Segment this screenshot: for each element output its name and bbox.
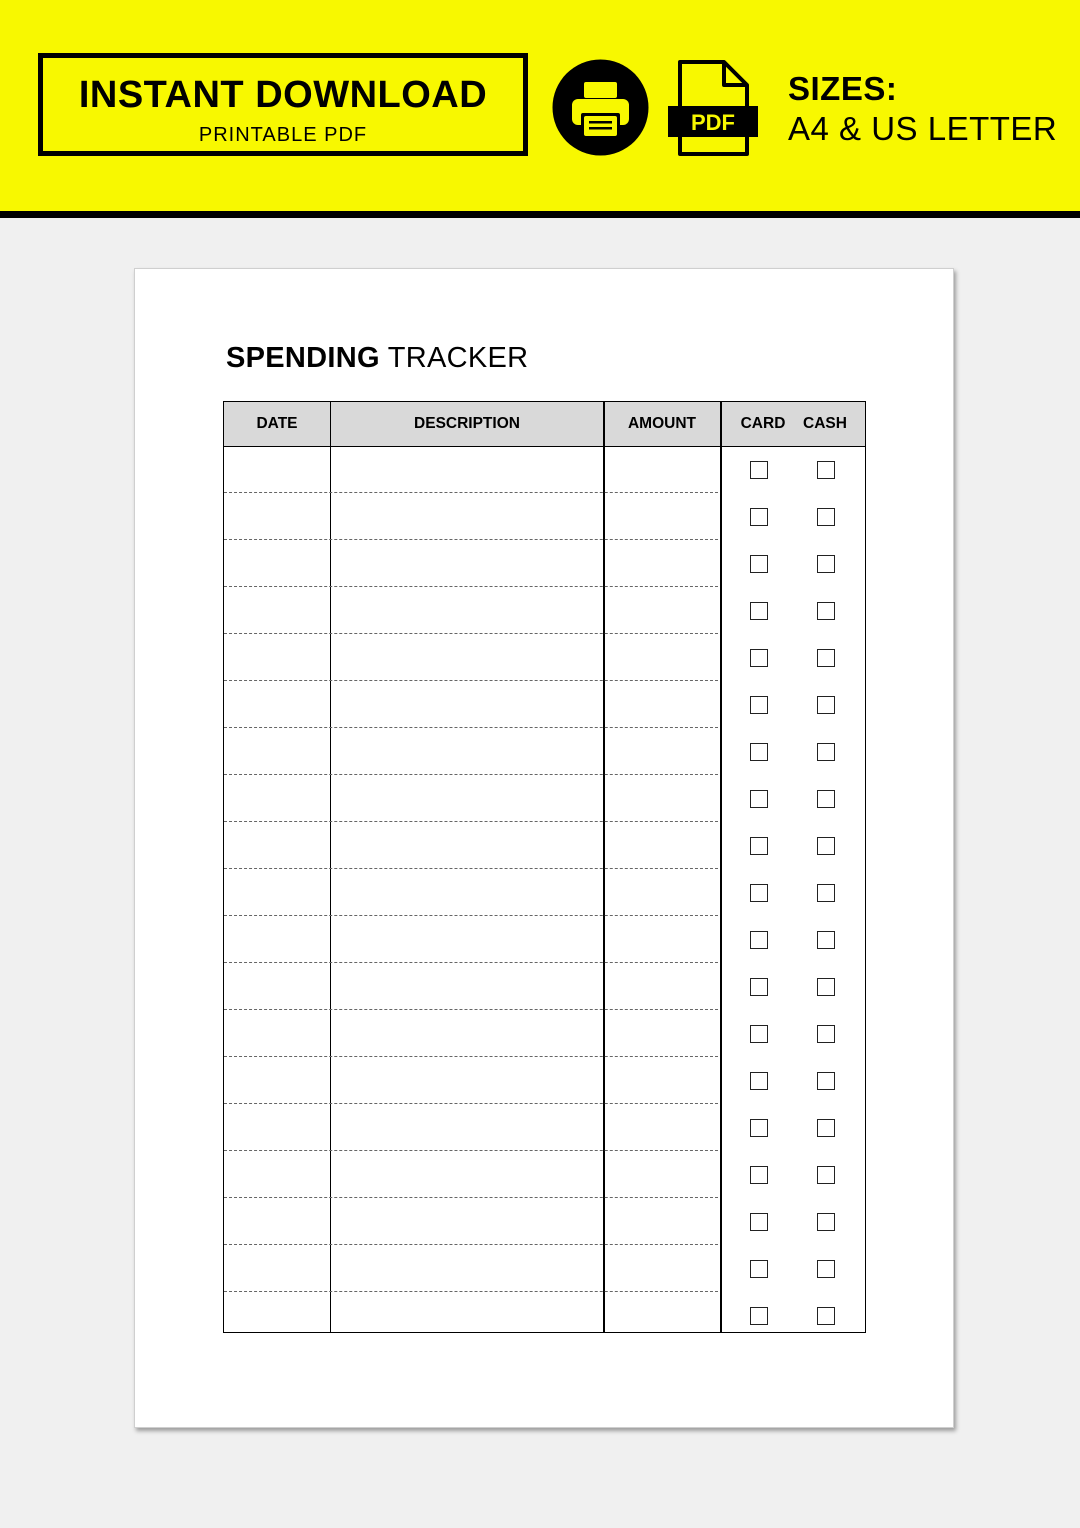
table-row bbox=[224, 1151, 865, 1198]
cash-checkbox[interactable] bbox=[817, 1072, 835, 1090]
top-banner bbox=[0, 0, 1080, 218]
card-checkbox[interactable] bbox=[750, 555, 768, 573]
table-row bbox=[224, 446, 865, 493]
card-checkbox[interactable] bbox=[750, 978, 768, 996]
column-header-card: CARD bbox=[740, 415, 786, 432]
instant-download-title: INSTANT DOWNLOAD bbox=[78, 74, 488, 116]
table-row bbox=[224, 963, 865, 1010]
cash-checkbox[interactable] bbox=[817, 649, 835, 667]
card-checkbox[interactable] bbox=[750, 1166, 768, 1184]
sheet-title bbox=[226, 342, 528, 375]
card-checkbox[interactable] bbox=[750, 649, 768, 667]
printer-icon bbox=[552, 59, 649, 156]
cash-checkbox[interactable] bbox=[817, 1025, 835, 1043]
card-checkbox[interactable] bbox=[750, 1119, 768, 1137]
card-checkbox[interactable] bbox=[750, 1072, 768, 1090]
column-header-cash: CASH bbox=[803, 415, 847, 432]
table-row bbox=[224, 493, 865, 540]
cash-checkbox[interactable] bbox=[817, 1119, 835, 1137]
table-row bbox=[224, 1104, 865, 1151]
table-row bbox=[224, 775, 865, 822]
cash-checkbox[interactable] bbox=[817, 837, 835, 855]
cash-checkbox[interactable] bbox=[817, 1213, 835, 1231]
column-header-description: DESCRIPTION bbox=[414, 415, 520, 432]
instant-download-box bbox=[38, 53, 528, 156]
card-checkbox[interactable] bbox=[750, 696, 768, 714]
table-row bbox=[224, 728, 865, 775]
cash-checkbox[interactable] bbox=[817, 790, 835, 808]
table-body bbox=[224, 446, 865, 1332]
cash-checkbox[interactable] bbox=[817, 508, 835, 526]
cash-checkbox[interactable] bbox=[817, 884, 835, 902]
table-row bbox=[224, 1245, 865, 1292]
cash-checkbox[interactable] bbox=[817, 978, 835, 996]
table-row bbox=[224, 1292, 865, 1339]
sheet-title-regular: TRACKER bbox=[379, 342, 529, 374]
table-row bbox=[224, 681, 865, 728]
cash-checkbox[interactable] bbox=[817, 931, 835, 949]
printable-pdf-subtitle: PRINTABLE PDF bbox=[198, 124, 368, 146]
table-row bbox=[224, 540, 865, 587]
table-row bbox=[224, 587, 865, 634]
table-row bbox=[224, 869, 865, 916]
cash-checkbox[interactable] bbox=[817, 555, 835, 573]
sizes-label: SIZES: bbox=[788, 70, 898, 107]
table-row bbox=[224, 822, 865, 869]
table-row bbox=[224, 916, 865, 963]
cash-checkbox[interactable] bbox=[817, 1260, 835, 1278]
column-header-amount: AMOUNT bbox=[627, 415, 697, 432]
cash-checkbox[interactable] bbox=[817, 1307, 835, 1325]
sizes-value: A4 & US LETTER bbox=[788, 110, 1058, 147]
cash-checkbox[interactable] bbox=[817, 743, 835, 761]
cash-checkbox[interactable] bbox=[817, 1166, 835, 1184]
card-checkbox[interactable] bbox=[750, 743, 768, 761]
card-checkbox[interactable] bbox=[750, 837, 768, 855]
printable-sheet bbox=[134, 268, 954, 1428]
card-checkbox[interactable] bbox=[750, 931, 768, 949]
column-header-date: DATE bbox=[256, 415, 298, 432]
card-checkbox[interactable] bbox=[750, 1025, 768, 1043]
card-checkbox[interactable] bbox=[750, 1213, 768, 1231]
card-checkbox[interactable] bbox=[750, 1307, 768, 1325]
table-row bbox=[224, 1198, 865, 1245]
pdf-file-icon bbox=[666, 59, 760, 157]
cash-checkbox[interactable] bbox=[817, 461, 835, 479]
card-checkbox[interactable] bbox=[750, 461, 768, 479]
table-row bbox=[224, 634, 865, 681]
card-checkbox[interactable] bbox=[750, 884, 768, 902]
card-checkbox[interactable] bbox=[750, 508, 768, 526]
table-row bbox=[224, 1057, 865, 1104]
card-checkbox[interactable] bbox=[750, 790, 768, 808]
cash-checkbox[interactable] bbox=[817, 696, 835, 714]
spending-table bbox=[223, 401, 866, 1333]
table-header bbox=[224, 402, 865, 447]
sheet-title-bold: SPENDING bbox=[226, 342, 380, 374]
card-checkbox[interactable] bbox=[750, 1260, 768, 1278]
table-row bbox=[224, 1010, 865, 1057]
pdf-icon-label: PDF bbox=[691, 110, 735, 135]
cash-checkbox[interactable] bbox=[817, 602, 835, 620]
card-checkbox[interactable] bbox=[750, 602, 768, 620]
